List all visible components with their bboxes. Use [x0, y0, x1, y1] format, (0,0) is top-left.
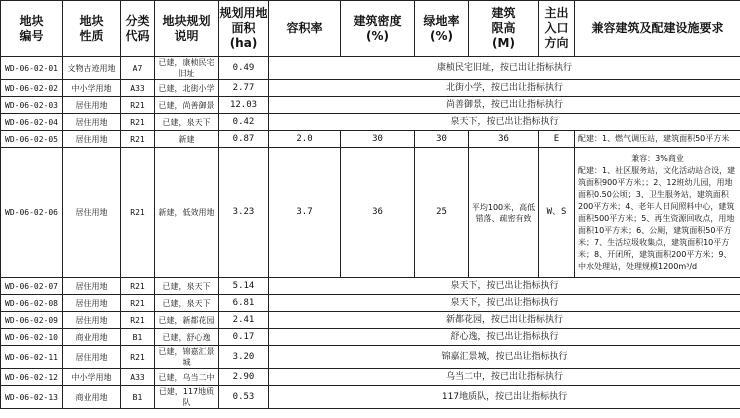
header-plot-id — [1, 1, 63, 57]
area-cell: 0.42 — [219, 114, 269, 131]
header-far — [269, 1, 341, 57]
merged-indicator-cell: 泉天下，按已出让指标执行 — [269, 278, 740, 295]
merged-indicator-cell: 锦嘉汇景城，按已出让指标执行 — [269, 346, 740, 369]
area-cell: 2.90 — [219, 369, 269, 386]
class-code-cell: A7 — [121, 57, 155, 80]
nature-cell: 居住用地 — [63, 278, 121, 295]
header-text: (%) — [430, 28, 453, 43]
class-code-cell: B1 — [121, 329, 155, 346]
far-cell: 3.7 — [269, 148, 341, 278]
plot-id-cell: WD-06-02-05 — [1, 131, 63, 148]
plan-note-cell: 已建，康桢民宅旧址 — [155, 57, 219, 80]
area-cell: 6.81 — [219, 295, 269, 312]
entrance-cell: E — [539, 131, 575, 148]
header-class-code — [121, 1, 155, 57]
green-cell: 25 — [415, 148, 469, 278]
header-plan-note — [155, 1, 219, 57]
table-row — [1, 346, 740, 369]
area-cell: 0.87 — [219, 131, 269, 148]
nature-cell: 居住用地 — [63, 131, 121, 148]
area-cell: 0.49 — [219, 57, 269, 80]
density-cell: 36 — [341, 148, 415, 278]
header-text: 地块规划 — [162, 13, 211, 28]
merged-indicator-cell: 泉天下，按已出让指标执行 — [269, 295, 740, 312]
plan-note-cell: 已建，泉天下 — [155, 295, 219, 312]
nature-cell: 居住用地 — [63, 346, 121, 369]
merged-indicator-cell: 尚善御景，按已出让指标执行 — [269, 97, 740, 114]
header-text: 面积 — [231, 21, 256, 35]
merged-indicator-cell: 北街小学，按已出让指标执行 — [269, 80, 740, 97]
plot-id-cell: WD-06-02-07 — [1, 278, 63, 295]
header-text: 容积率 — [286, 21, 323, 35]
area-cell: 2.41 — [219, 312, 269, 329]
header-text: 绿地率 — [423, 13, 460, 28]
area-cell: 0.17 — [219, 329, 269, 346]
header-text: (ha) — [229, 36, 258, 50]
table-body — [1, 57, 740, 409]
plot-id-cell: WD-06-02-08 — [1, 295, 63, 312]
header-row — [1, 1, 740, 57]
far-cell: 2.0 — [269, 131, 341, 148]
class-code-cell: A33 — [121, 80, 155, 97]
green-cell: 30 — [415, 131, 469, 148]
header-text: 地块 — [79, 13, 104, 28]
nature-cell: 居住用地 — [63, 148, 121, 278]
header-text: 说明 — [174, 28, 199, 43]
plan-note-cell: 已建，尚善御景 — [155, 97, 219, 114]
entrance-cell: W、S — [539, 148, 575, 278]
plan-note-cell: 新建 — [155, 131, 219, 148]
class-code-cell: R21 — [121, 295, 155, 312]
table-row — [1, 131, 740, 148]
plot-id-cell: WD-06-02-09 — [1, 312, 63, 329]
nature-cell: 居住用地 — [63, 312, 121, 329]
area-cell: 5.14 — [219, 278, 269, 295]
header-text: 代码 — [125, 28, 150, 43]
plan-note-cell: 已建，泉天下 — [155, 278, 219, 295]
nature-cell: 商业用地 — [63, 386, 121, 409]
class-code-cell: R21 — [121, 97, 155, 114]
header-text: 方向 — [544, 36, 569, 50]
table-row — [1, 386, 740, 409]
class-code-cell: R21 — [121, 346, 155, 369]
table-row — [1, 278, 740, 295]
height-cell: 36 — [469, 131, 539, 148]
area-cell: 2.77 — [219, 80, 269, 97]
header-text: 编号 — [19, 28, 44, 43]
class-code-cell: R21 — [121, 312, 155, 329]
header-text: (M) — [492, 36, 515, 50]
merged-indicator-cell: 舒心逸，按已出让指标执行 — [269, 329, 740, 346]
table-row — [1, 312, 740, 329]
header-height — [469, 1, 539, 57]
nature-cell: 居住用地 — [63, 114, 121, 131]
plot-id-cell: WD-06-02-04 — [1, 114, 63, 131]
plan-note-cell: 已建，北街小学 — [155, 80, 219, 97]
facilities-text: 配建：1、社区服务站，文化活动站合设，建筑面积900平方米；；2、12班幼儿园，用地面积0.50公顷；3、卫生服务站，建筑面积200平方米；4、老年人日间照料中心，建筑面积500平方米；5、再生资源回收点，用地面积10平方米；6、公厕，建筑面积50平方米；7、生活垃圾收集点，建筑面积10平方米；8、开闭所，建筑面积200平方米；9、中水处理站，处理规模1200m³/d — [578, 165, 736, 271]
merged-indicator-cell: 117地质队，按已出让指标执行 — [269, 386, 740, 409]
nature-cell: 中小学用地 — [63, 369, 121, 386]
header-nature — [63, 1, 121, 57]
header-text: 兼容建筑及配建设施要求 — [591, 21, 724, 35]
area-cell: 3.20 — [219, 346, 269, 369]
class-code-cell: R21 — [121, 278, 155, 295]
header-text: (%) — [366, 28, 389, 43]
merged-indicator-cell: 泉天下，按已出让指标执行 — [269, 114, 740, 131]
table-row — [1, 57, 740, 80]
table-row — [1, 114, 740, 131]
class-code-cell: R21 — [121, 148, 155, 278]
header-text: 限高 — [491, 21, 516, 35]
header-text: 建筑 — [491, 6, 516, 20]
header-text: 入口 — [544, 21, 569, 35]
nature-cell: 商业用地 — [63, 329, 121, 346]
table-row — [1, 295, 740, 312]
table-row — [1, 329, 740, 346]
class-code-cell: R21 — [121, 114, 155, 131]
merged-indicator-cell: 新都花园，按已出让指标执行 — [269, 312, 740, 329]
merged-indicator-cell: 乌当二中，按已出让指标执行 — [269, 369, 740, 386]
plan-note-cell: 新建，低效用地 — [155, 148, 219, 278]
plot-id-cell: WD-06-02-10 — [1, 329, 63, 346]
plot-id-cell: WD-06-02-06 — [1, 148, 63, 278]
header-text: 性质 — [79, 28, 104, 43]
plot-id-cell: WD-06-02-13 — [1, 386, 63, 409]
header-text: 分类 — [125, 13, 150, 28]
plot-id-cell: WD-06-02-11 — [1, 346, 63, 369]
table-row — [1, 97, 740, 114]
facilities-text: 配建：1、燃气调压站，建筑面积50平方米 — [578, 134, 730, 143]
nature-cell: 文物古迹用地 — [63, 57, 121, 80]
area-cell: 0.53 — [219, 386, 269, 409]
header-facilities — [575, 1, 740, 57]
plan-note-cell: 已建，乌当二中 — [155, 369, 219, 386]
facilities-cell — [575, 131, 740, 148]
plot-id-cell: WD-06-02-01 — [1, 57, 63, 80]
merged-indicator-cell: 康桢民宅旧址，按已出让指标执行 — [269, 57, 740, 80]
nature-cell: 居住用地 — [63, 97, 121, 114]
class-code-cell: A33 — [121, 369, 155, 386]
plan-note-cell: 已建，舒心逸 — [155, 329, 219, 346]
plot-id-cell: WD-06-02-02 — [1, 80, 63, 97]
nature-cell: 中小学用地 — [63, 80, 121, 97]
facilities-cell — [575, 148, 740, 278]
class-code-cell: R21 — [121, 131, 155, 148]
plan-note-cell: 已建，117地质队 — [155, 386, 219, 409]
header-entrance — [539, 1, 575, 57]
density-cell: 30 — [341, 131, 415, 148]
header-density — [341, 1, 415, 57]
plan-note-cell: 已建，泉天下 — [155, 114, 219, 131]
header-area — [219, 1, 269, 57]
plan-note-cell: 已建，锦嘉汇景城 — [155, 346, 219, 369]
facilities-text: 兼容：3%商业 — [631, 153, 684, 163]
class-code-cell: B1 — [121, 386, 155, 409]
header-text: 规划用地 — [219, 6, 268, 20]
header-text: 地块 — [19, 13, 44, 28]
area-cell: 12.03 — [219, 97, 269, 114]
area-cell: 3.23 — [219, 148, 269, 278]
plot-id-cell: WD-06-02-12 — [1, 369, 63, 386]
header-text: 主出 — [544, 6, 569, 20]
plot-id-cell: WD-06-02-03 — [1, 97, 63, 114]
plan-note-cell: 已建，新都花园 — [155, 312, 219, 329]
header-text: 建筑密度 — [353, 13, 402, 28]
nature-cell: 居住用地 — [63, 295, 121, 312]
height-cell: 平均100米，高低错落、疏密有致 — [469, 148, 539, 278]
table-row — [1, 148, 740, 278]
header-green — [415, 1, 469, 57]
table-row — [1, 80, 740, 97]
table-row — [1, 369, 740, 386]
